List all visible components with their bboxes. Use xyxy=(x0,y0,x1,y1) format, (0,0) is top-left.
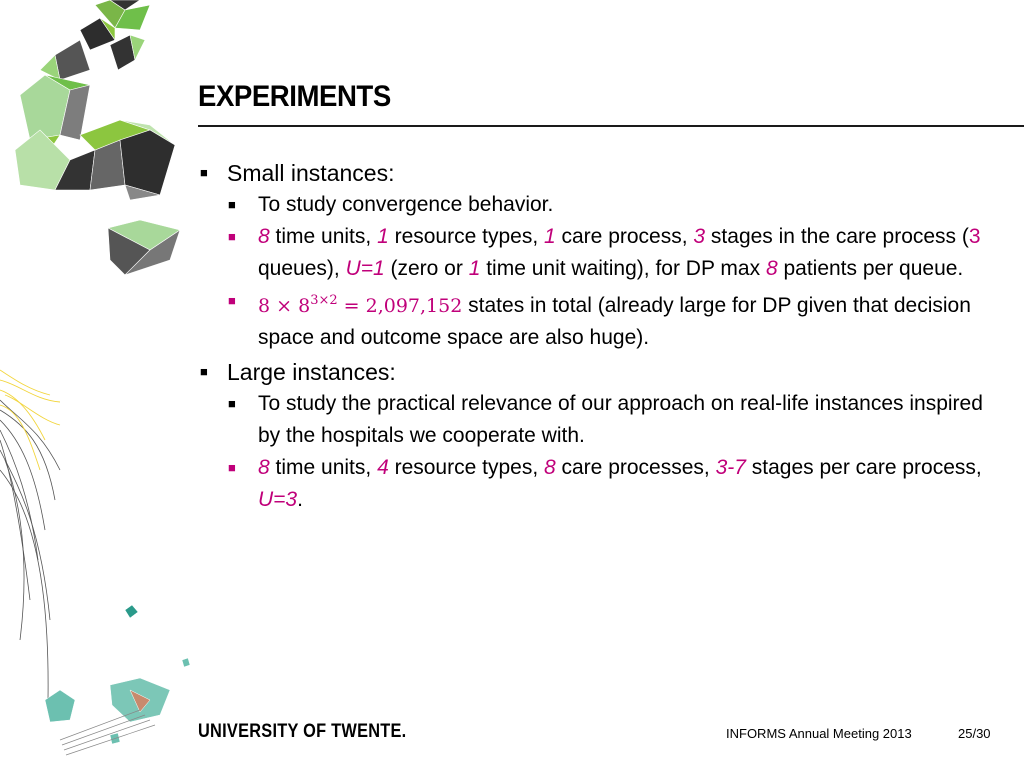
param-text: time units, xyxy=(269,225,378,248)
sub-bullet-large-params xyxy=(200,452,1000,516)
param-text: time units, xyxy=(269,456,378,479)
bullet-label: Large instances: xyxy=(227,359,396,385)
conference-name: INFORMS Annual Meeting 2013 xyxy=(726,726,912,741)
bullet-small-instances xyxy=(200,157,1000,189)
param-text: (zero or xyxy=(384,257,469,280)
sub-bullet-text: To study convergence behavior. xyxy=(258,193,554,216)
param-number: 4 xyxy=(377,456,389,479)
param-u: U=1 xyxy=(345,257,385,280)
param-text: stages per care process, xyxy=(745,456,982,479)
square-bullet-icon: ■ xyxy=(200,364,208,379)
square-bullet-icon: ■ xyxy=(200,165,208,180)
math-formula xyxy=(258,295,462,317)
math-base: 8 × 8 xyxy=(258,295,311,317)
param-number: 8 xyxy=(543,456,556,479)
param-number: 8 xyxy=(258,225,270,248)
param-text: . xyxy=(297,488,303,511)
slide-title: EXPERIMENTS xyxy=(198,80,391,113)
param-number: 1 xyxy=(468,257,481,280)
param-number: 3 xyxy=(693,225,706,248)
bullet-large-instances xyxy=(200,356,1000,388)
square-bullet-icon: ■ xyxy=(228,396,236,411)
sub-bullet-text: To study the practical relevance of our approach on real-life instances inspired by the hospitals we cooperate with. xyxy=(258,392,983,447)
param-text: stages in the care process ( xyxy=(705,225,969,248)
param-text: queues), xyxy=(258,257,346,280)
param-u: U=3 xyxy=(258,488,298,511)
param-text: patients per queue. xyxy=(777,257,964,280)
sub-bullet-convergence xyxy=(200,189,1000,221)
sub-bullet-state-count xyxy=(200,285,1000,354)
university-logo: UNIVERSITY OF TWENTE. xyxy=(198,721,407,742)
param-number: 8 xyxy=(765,257,778,280)
square-bullet-icon: ■ xyxy=(228,197,236,212)
math-result: = 2,097,152 xyxy=(337,295,463,317)
bullet-label: Small instances: xyxy=(227,160,395,186)
slide-content xyxy=(200,155,1000,516)
param-text: time unit waiting), for DP max xyxy=(480,257,766,280)
param-number: 3-7 xyxy=(715,456,746,479)
param-number: 1 xyxy=(377,225,389,248)
param-number: 1 xyxy=(543,225,556,248)
param-text: resource types, xyxy=(388,225,544,248)
param-number: 3 xyxy=(968,225,981,248)
sub-bullet-small-params xyxy=(200,221,1000,285)
param-text: care process, xyxy=(555,225,694,248)
param-number: 8 xyxy=(258,456,270,479)
square-bullet-icon: ■ xyxy=(228,293,236,308)
page-number: 25/30 xyxy=(958,726,991,741)
decorative-crystal-graphic xyxy=(0,0,200,768)
math-exponent: 3×2 xyxy=(310,293,338,308)
sub-bullet-practical-relevance xyxy=(200,388,1000,452)
sub-bullet-text: states in total (already large for DP given that decision space and outcome space are also huge). xyxy=(258,294,971,349)
param-text: resource types, xyxy=(388,456,544,479)
square-bullet-icon: ■ xyxy=(228,460,236,475)
square-bullet-icon: ■ xyxy=(228,229,236,244)
title-divider xyxy=(198,125,1024,127)
param-text: care processes, xyxy=(555,456,716,479)
